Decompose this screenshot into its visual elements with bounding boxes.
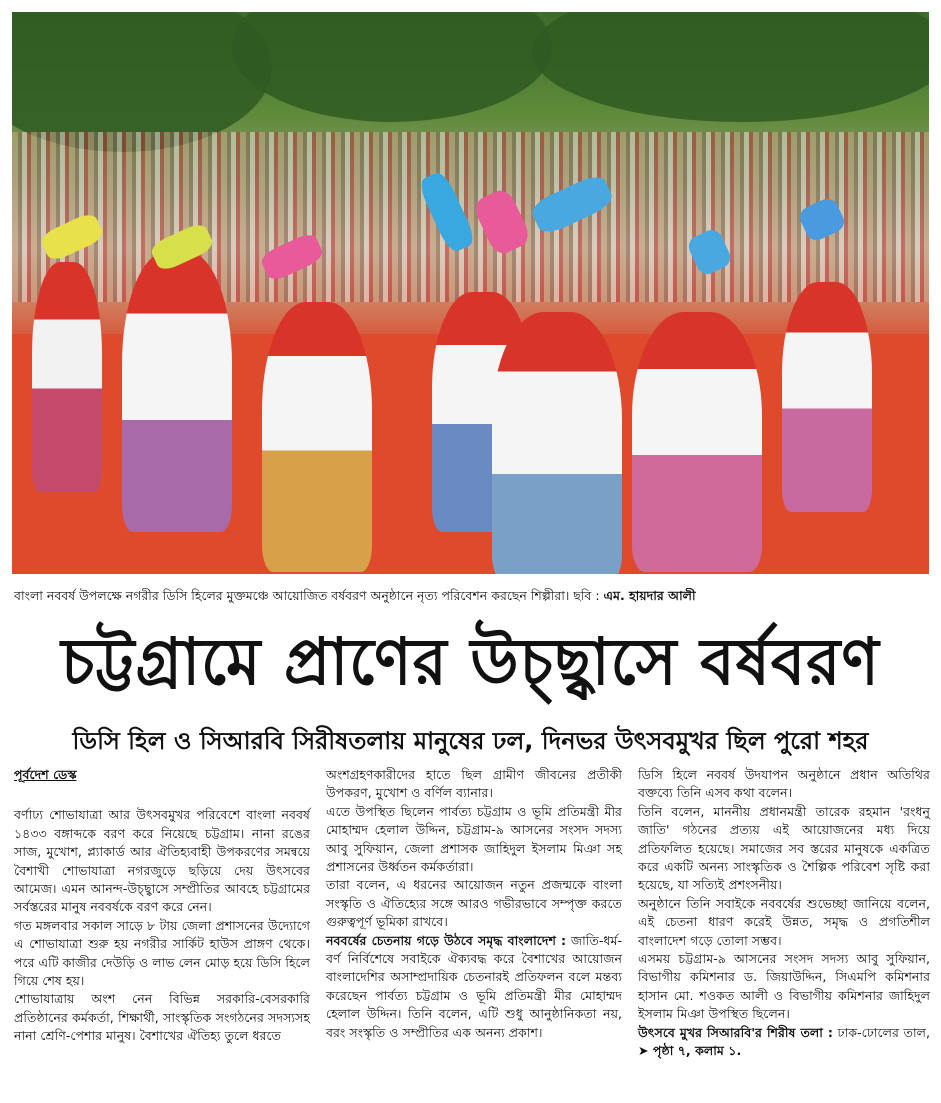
jump-link[interactable]: ➤ পৃষ্ঠা ৭, কলাম ১. [638, 1043, 742, 1059]
paragraph: অংশগ্রহণকারীদের হাতে ছিল গ্রামীণ জীবনের প্রতীকী উপকরণ, মুখোশ ও বর্ণিল ব্যানার। [326, 767, 622, 801]
paragraph: এতে উপস্থিত ছিলেন পার্বত্য চট্টগ্রাম ও ভূমি প্রতিমন্ত্রী মীর মোহাম্মদ হেলাল উদ্দিন, চট্টগ্রাম-৯ আসনের সংসদ সদস্য আবু সুফিয়ান, জেলা প্রশাসক জাহিদুল ইসলাম মিঞা সহ প্রশাসনের উর্ধ্বতন কর্মকর্তারা। [326, 803, 622, 875]
paragraph-text: ঢাক-ঢোলের তাল, [837, 1024, 930, 1040]
paragraph: তারা বলেন, এ ধরনের আয়োজন নতুন প্রজন্মকে বাংলা সংস্কৃতি ও ঐতিহ্যের সঙ্গে আরও গভীরভাবে সম্পৃক্ত করতে গুরুত্বপূর্ণ ভূমিকা রাখবে। [326, 877, 622, 930]
article-column-1 [14, 766, 310, 1046]
article-column-2 [326, 766, 622, 1042]
caption-text: বাংলা নববর্ষ উপলক্ষে নগরীর ডিসি হিলের মুক্তমঞ্চে আয়োজিত বর্ষবরণ অনুষ্ঠানে নৃত্য পরিবেশন করছেন শিল্পীরা। ছবি : [14, 588, 600, 603]
paragraph [638, 1024, 930, 1061]
article-column-3 [638, 766, 930, 1061]
headline: চট্টগ্রামে প্রাণের উচ্ছ্বাসে বর্ষবরণ [61, 623, 880, 700]
section-lead: নববর্ষের চেতনায় গড়ে উঠবে সমৃদ্ধ বাংলাদেশ : [326, 932, 567, 948]
paragraph: তিনি বলেন, মাননীয় প্রধানমন্ত্রী তারেক রহমান 'রংধনু জাতি' গঠনের প্রত্যয় এই আয়োজনের মধ্য দিয়ে প্রতিফলিত হয়েছে। সমাজের সব স্তরের মানুষকে একত্রিত করে একটি অনন্য সাংস্কৃতিক ও শৈল্পিক পরিবেশ সৃষ্টি করা হয়েছে, যা সত্যিই প্রশংসনীয়। [638, 803, 930, 893]
section-lead: উৎসবে মুখর সিআরবি'র শিরীষ তলা : [638, 1024, 833, 1040]
paragraph-text: জাতি-ধর্ম-বর্ণ নির্বিশেষে সবাইকে ঐক্যবদ্ধ করে বৈশাখের আয়োজন বাংলাদেশির অসাম্প্রদায়িক চেতনারই প্রতিফলন বলে মন্তব্য করেছেন পার্বত্য চট্টগ্রাম ও ভূমি প্রতিমন্ত্রী মীর মোহাম্মদ হেলাল উদ্দিন। তিনি বলেন, এটি শুধু আনুষ্ঠানিকতা নয়, বরং সংস্কৃতি ও সম্প্রীতির এক অনন্য প্রকাশ। [326, 932, 622, 1040]
paragraph: এসময় চট্টগ্রাম-৯ আসনের সংসদ সদস্য আবু সুফিয়ান, বিভাগীয় কমিশনার ড. জিয়াউদ্দিন, সিএমপি কমিশনার হাসান মো. শওকত আলী ও বিভাগীয় কমিশনার জাহিদুল ইসলাম মিঞা উপস্থিত ছিলেন। [638, 951, 930, 1022]
paragraph: ডিসি হিলে নববর্ষ উদযাপন অনুষ্ঠানে প্রধান অতিথির বক্তব্যে তিনি এসব কথা বলেন। [638, 767, 930, 801]
subheadline: ডিসি হিল ও সিআরবি সিরীষতলায় মানুষের ঢল, দিনভর উৎসবমুখর ছিল পুরো শহর [72, 727, 869, 755]
paragraph [326, 932, 622, 1042]
photo-caption [14, 588, 929, 608]
caption-credit: এম. হায়দার আলী [603, 588, 696, 603]
byline: পূর্বদেশ ডেস্ক [14, 767, 77, 782]
paragraph: শোভাযাত্রায় অংশ নেন বিভিন্ন সরকারি-বেসরকারি প্রতিষ্ঠানের কর্মকর্তা, শিক্ষার্থী, সাংস্কৃতিক সংগঠনের সদস্যসহ নানা শ্রেণি-পেশার মানুষ। বৈশাখের ঐতিহ্য তুলে ধরতে [14, 991, 310, 1044]
paragraph: গত মঙ্গলবার সকাল সাড়ে ৮ টায় জেলা প্রশাসনের উদ্যোগে এ শোভাযাত্রা শুরু হয় নগরীর সার্কিট হাউস প্রাঙ্গণ থেকে। পরে এটি কাজীর দেউড়ি ও লাভ লেন মোড় হয়ে ডিসি হিলে গিয়ে শেষ হয়। [14, 917, 311, 989]
news-photo [12, 12, 929, 574]
paragraph: বর্ণাঢ্য শোভাযাত্রা আর উৎসবমুখর পরিবেশে বাংলা নববর্ষ ১৪৩৩ বঙ্গাব্দকে বরণ করে নিয়েছে চট্টগ্রাম। নানা রঙের সাজ, মুখোশ, প্ল্যাকার্ড আর ঐতিহ্যবাহী উপকরণের সমন্বয়ে বৈশাখী শোভাযাত্রা নগরজুড়ে ছড়িয়ে দেয় উৎসবের আমেজ। এমন আনন্দ-উচ্ছ্বাসে সম্প্রীতির আবহে চট্টগ্রামের সর্বস্তরের মানুষ নববর্ষকে বরণ করে নেন। [14, 807, 310, 915]
paragraph: অনুষ্ঠানে তিনি সবাইকে নববর্ষের শুভেচ্ছা জানিয়ে বলেন, এই চেতনা ধারণ করেই উন্নত, সমৃদ্ধ ও প্রগতিশীল বাংলাদেশ গড়ে তোলা সম্ভব। [638, 895, 930, 948]
